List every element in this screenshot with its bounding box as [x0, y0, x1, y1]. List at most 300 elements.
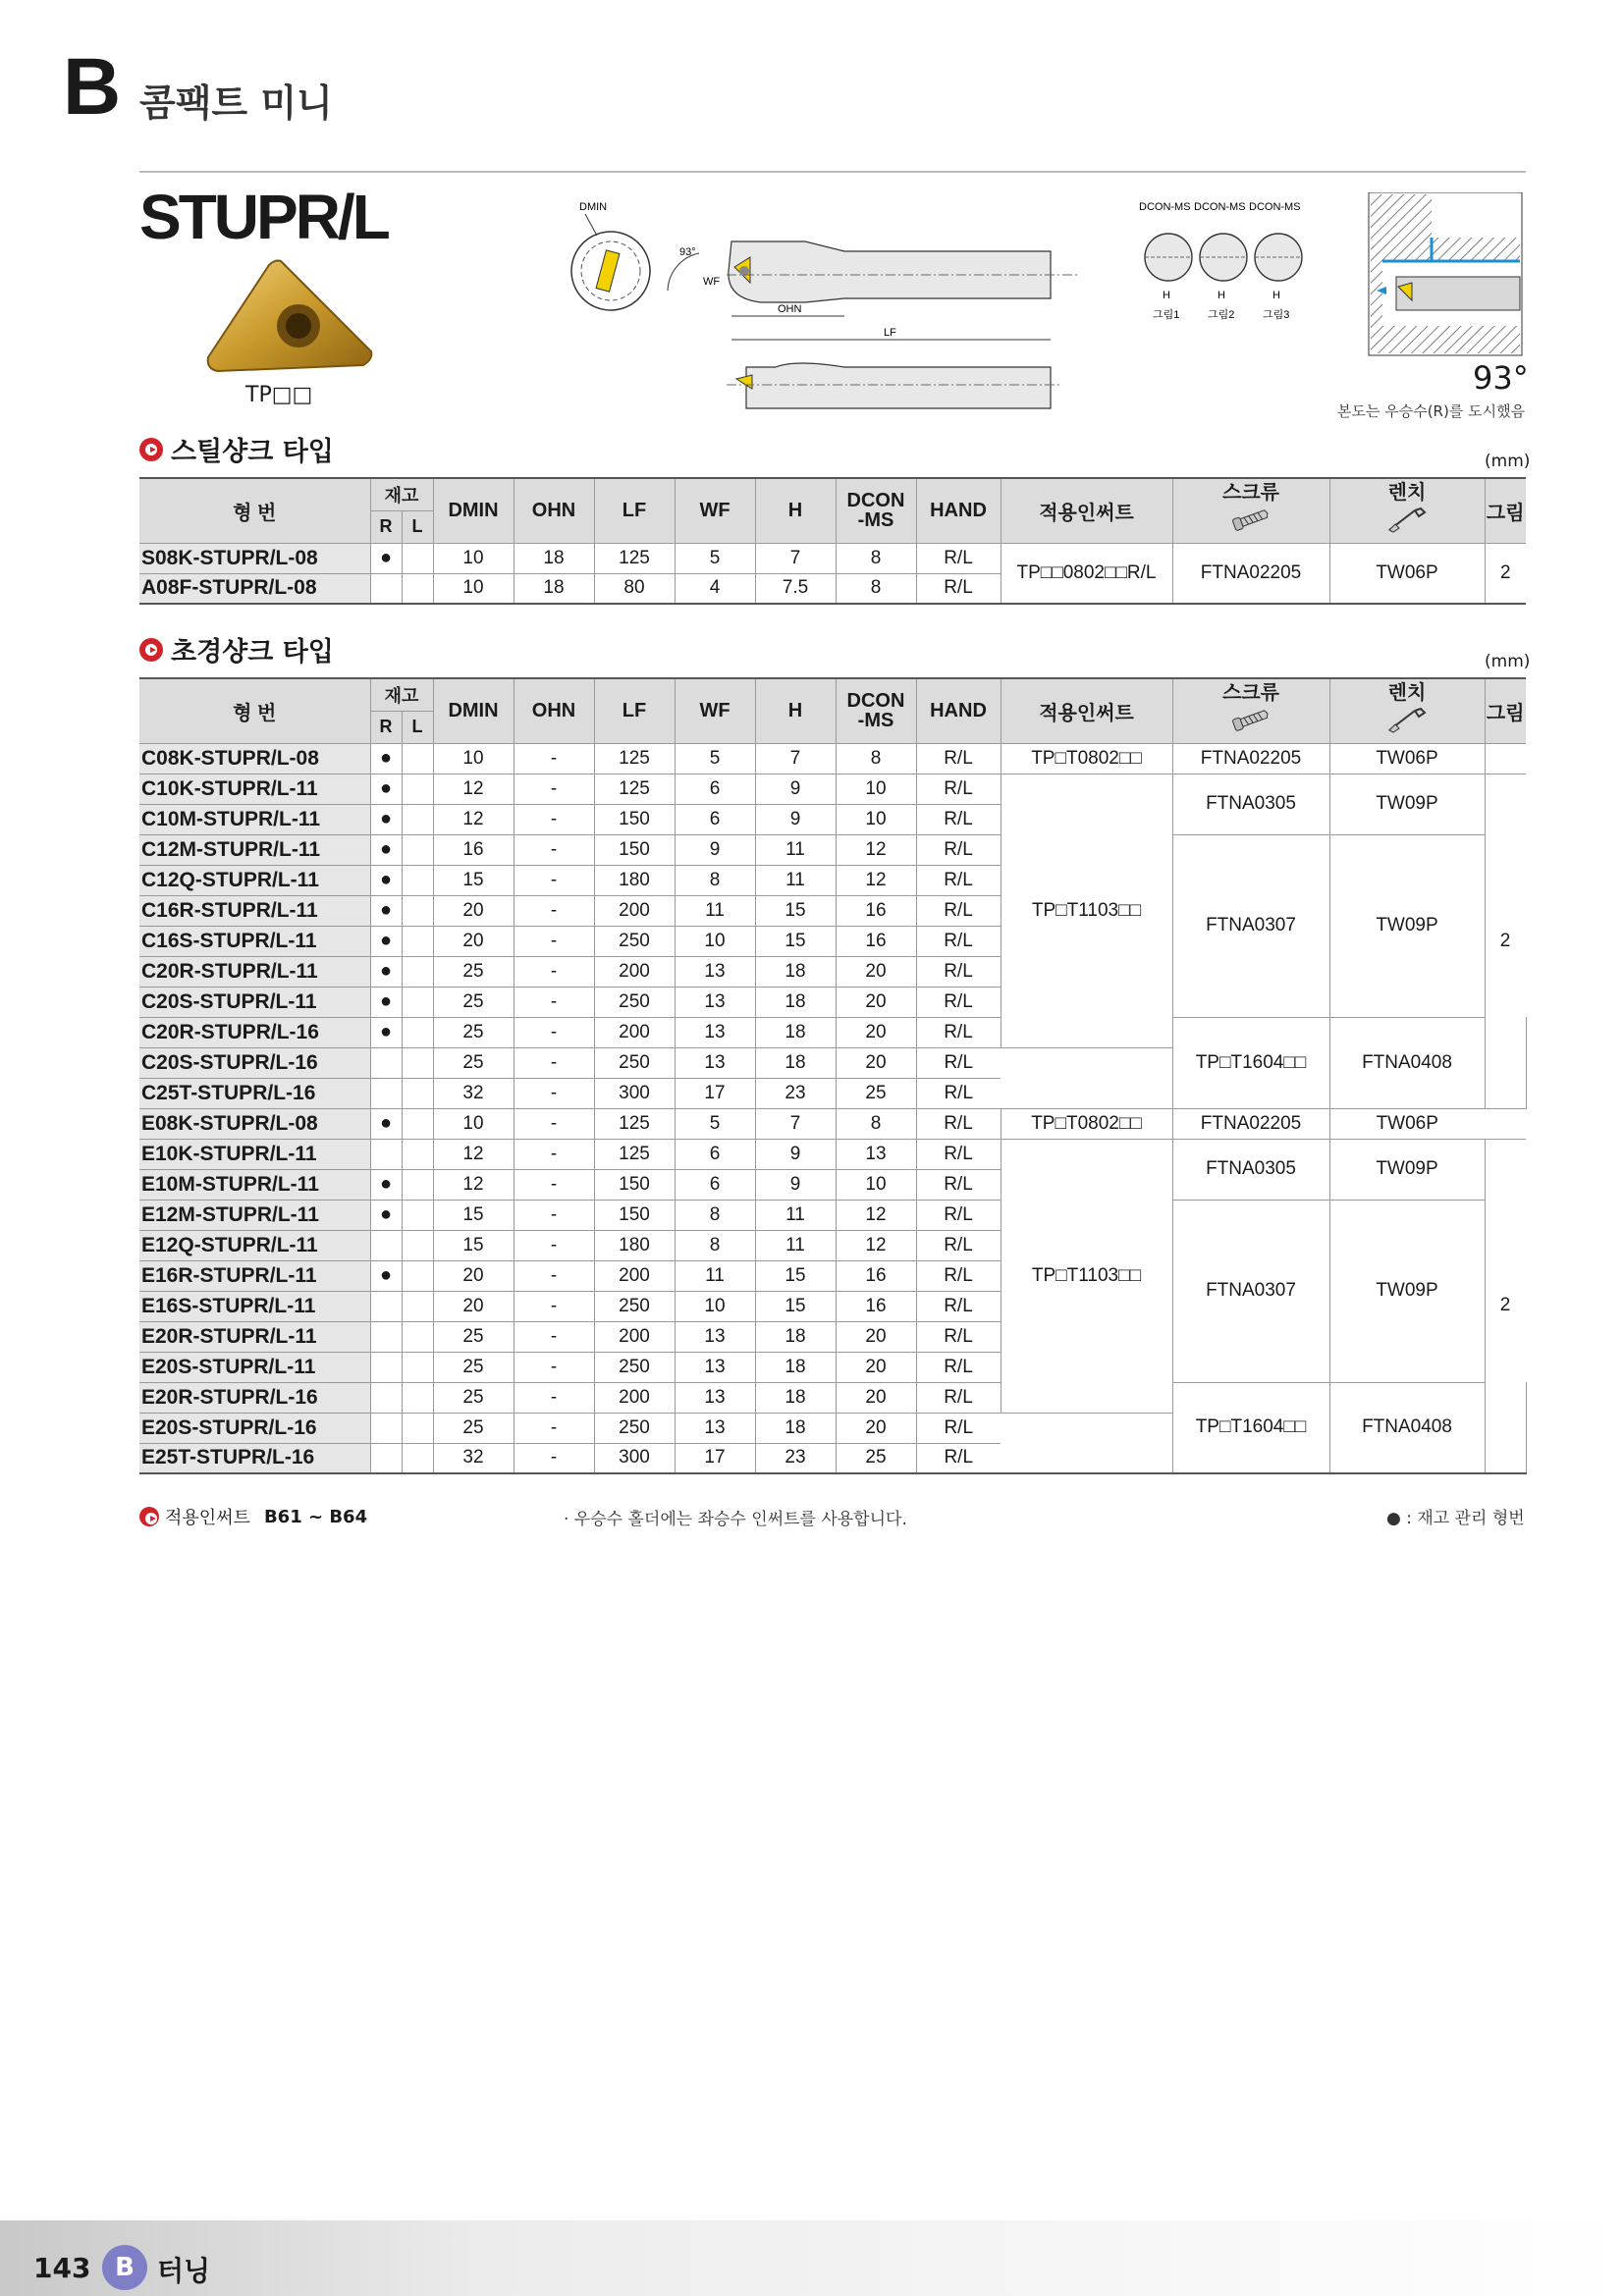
cell-wf: 11: [675, 1260, 755, 1291]
cell-r: ●: [370, 865, 402, 895]
col-lf: LF: [594, 478, 675, 543]
cell-screw: FTNA0305: [1172, 774, 1329, 834]
cell-hand: R/L: [916, 1260, 1001, 1291]
cell-h: 18: [755, 956, 836, 987]
workpiece-section: [1369, 192, 1522, 355]
section-views: [1139, 201, 1302, 321]
cell-h: 18: [755, 1321, 836, 1352]
cell-h: 7: [755, 1108, 836, 1139]
cell-dmin: 15: [433, 1230, 514, 1260]
cell-model: E10M-STUPR/L-11: [139, 1169, 370, 1200]
cell-h: 18: [755, 1047, 836, 1078]
cell-hand: R/L: [916, 926, 1001, 956]
cell-l: [402, 1139, 433, 1169]
cell-dcon: 8: [836, 1108, 916, 1139]
page-footer-band: [0, 2220, 1624, 2296]
cell-lf: 125: [594, 743, 675, 774]
cell-dcon: 20: [836, 1413, 916, 1443]
cell-lf: 250: [594, 1413, 675, 1443]
cell-r: ●: [370, 1169, 402, 1200]
cell-dmin: 25: [433, 1352, 514, 1382]
cell-dcon: 16: [836, 1260, 916, 1291]
cell-wf: 6: [675, 774, 755, 804]
cell-h: 11: [755, 834, 836, 865]
cell-lf: 200: [594, 1260, 675, 1291]
cell-screw: FTNA0408: [1329, 1017, 1485, 1108]
reference-pages: B61 ~ B64: [263, 1506, 368, 1527]
cell-dmin: 10: [433, 1108, 514, 1139]
cell-r: ●: [370, 1200, 402, 1230]
cell-model: C16S-STUPR/L-11: [139, 926, 370, 956]
cell-r: ●: [370, 895, 402, 926]
cell-h: 15: [755, 1291, 836, 1321]
cell-screw: FTNA0307: [1172, 1200, 1329, 1382]
cell-lf: 200: [594, 956, 675, 987]
cell-h: 15: [755, 926, 836, 956]
cell-wf: 17: [675, 1078, 755, 1108]
cell-hand: R/L: [916, 895, 1001, 926]
cell-dmin: 20: [433, 1260, 514, 1291]
steel-section-title: [139, 430, 334, 468]
cell-wf: 13: [675, 1413, 755, 1443]
svg-text:OHN: OHN: [778, 303, 802, 315]
wrench-icon: [1385, 705, 1429, 734]
cell-ohn: -: [514, 1139, 594, 1169]
cell-r: ●: [370, 1017, 402, 1047]
cell-dcon: 10: [836, 804, 916, 834]
cell-l: [402, 1047, 433, 1078]
cell-ohn: -: [514, 834, 594, 865]
cell-h: 7: [755, 743, 836, 774]
cell-l: [402, 1108, 433, 1139]
cell-r: ●: [370, 743, 402, 774]
cell-lf: 250: [594, 1352, 675, 1382]
col-wrench: 렌치: [1329, 478, 1485, 543]
cell-ohn: -: [514, 926, 594, 956]
cell-r: [370, 1352, 402, 1382]
cell-dmin: 15: [433, 865, 514, 895]
cell-wf: 13: [675, 1382, 755, 1413]
cell-ohn: -: [514, 1352, 594, 1382]
cell-hand: R/L: [916, 1108, 1001, 1139]
tool-top-view: [668, 241, 1080, 408]
col-wf: WF: [675, 478, 755, 543]
cell-r: ●: [370, 987, 402, 1017]
cell-l: [402, 1230, 433, 1260]
cell-dcon: 16: [836, 926, 916, 956]
cell-hand: R/L: [916, 1200, 1001, 1230]
cell-l: [402, 926, 433, 956]
table-row: A08F-STUPR/L-08 10 18 80 4 7.5 8 R/L: [139, 573, 1526, 604]
cell-ohn: -: [514, 987, 594, 1017]
cell-model: C12M-STUPR/L-11: [139, 834, 370, 865]
table-row: [139, 1139, 1526, 1169]
cell-r: ●: [370, 774, 402, 804]
top-rule: [139, 171, 1526, 173]
cell-l: [402, 956, 433, 987]
cell-ohn: -: [514, 1260, 594, 1291]
cell-wrench: TW09P: [1329, 1139, 1485, 1200]
cell-r: [370, 1078, 402, 1108]
cell-lf: 125: [594, 1108, 675, 1139]
cell-model: C25T-STUPR/L-16: [139, 1078, 370, 1108]
cell-l: [402, 774, 433, 804]
cell-r: [370, 1230, 402, 1260]
cell-wf: 11: [675, 895, 755, 926]
cell-fig: [1485, 743, 1526, 774]
angle-label: 93°: [1473, 359, 1529, 397]
cell-h: 15: [755, 1260, 836, 1291]
cell-wrench: TW09P: [1329, 1200, 1485, 1382]
cell-model: C20R-STUPR/L-16: [139, 1017, 370, 1047]
cell-h: 18: [755, 1352, 836, 1382]
cell-dcon: 12: [836, 834, 916, 865]
cell-hand: R/L: [916, 1078, 1001, 1108]
cell-l: [402, 743, 433, 774]
cell-hand: R/L: [916, 804, 1001, 834]
cell-l: [402, 804, 433, 834]
cell-lf: 180: [594, 1230, 675, 1260]
cell-dcon: 20: [836, 956, 916, 987]
cell-dcon: 12: [836, 1200, 916, 1230]
steel-wrench: TW06P: [1329, 543, 1485, 604]
cell-wrench: TW09P: [1329, 834, 1485, 1017]
svg-text:그림1: 그림1: [1153, 309, 1180, 321]
cell-r: [370, 1291, 402, 1321]
cell-r: ●: [370, 834, 402, 865]
cell-model: C10K-STUPR/L-11: [139, 774, 370, 804]
cell-r: ●: [370, 926, 402, 956]
cell-hand: R/L: [916, 1017, 1001, 1047]
steel-spec-table: [139, 477, 1526, 605]
cell-r: [370, 1382, 402, 1413]
insert-reference: 적용인써트 B61 ~ B64: [139, 1504, 367, 1529]
screw-icon: [1229, 705, 1272, 734]
cell-dcon: 20: [836, 1382, 916, 1413]
cell-lf: 200: [594, 1017, 675, 1047]
cell-ohn: -: [514, 1291, 594, 1321]
cell-insert: TP□T1604□□: [1172, 1017, 1329, 1108]
cell-wf: 5: [675, 743, 755, 774]
page-section: 터닝: [157, 2255, 211, 2287]
cell-wf: 9: [675, 834, 755, 865]
cell-ohn: -: [514, 1017, 594, 1047]
cell-dmin: 12: [433, 1139, 514, 1169]
cell-ohn: -: [514, 1413, 594, 1443]
usage-note: · 우승수 홀더에는 좌승수 인써트를 사용합니다.: [564, 1510, 907, 1529]
cell-model: C10M-STUPR/L-11: [139, 804, 370, 834]
col-dmin: DMIN: [433, 478, 514, 543]
carbide-table-body: [139, 743, 1526, 1473]
cell-insert: TP□T0802□□: [1001, 1108, 1172, 1139]
screw-icon: [1229, 505, 1272, 534]
cell-wrench: TW09P: [1329, 774, 1485, 834]
cell-l: [402, 834, 433, 865]
cell-ohn: -: [514, 865, 594, 895]
cell-ohn: -: [514, 1200, 594, 1230]
cell-hand: R/L: [916, 1352, 1001, 1382]
cell-ohn: -: [514, 743, 594, 774]
cell-l: [402, 987, 433, 1017]
cell-dcon: 20: [836, 1047, 916, 1078]
cell-wf: 10: [675, 1291, 755, 1321]
cell-dmin: 20: [433, 895, 514, 926]
cell-r: [370, 1443, 402, 1473]
cell-h: 15: [755, 895, 836, 926]
cell-dcon: 20: [836, 1352, 916, 1382]
cell-wf: 13: [675, 1352, 755, 1382]
cell-wf: 17: [675, 1443, 755, 1473]
stock-legend: ● : 재고 관리 형번: [1386, 1509, 1525, 1528]
cell-l: [402, 1260, 433, 1291]
cell-r: [370, 1047, 402, 1078]
cell-hand: R/L: [916, 1321, 1001, 1352]
cell-h: 9: [755, 804, 836, 834]
svg-text:그림2: 그림2: [1208, 309, 1235, 321]
cell-wf: 10: [675, 926, 755, 956]
cell-fig: 2: [1485, 1139, 1526, 1473]
cell-l: [402, 1321, 433, 1352]
cell-insert: TP□T1103□□: [1001, 1139, 1172, 1413]
dmin-label: DMIN: [579, 201, 608, 213]
cell-lf: 150: [594, 1169, 675, 1200]
cell-hand: R/L: [916, 1382, 1001, 1413]
page-number: 143: [33, 2252, 91, 2284]
svg-text:그림3: 그림3: [1263, 309, 1290, 321]
carbide-section-title: [139, 630, 334, 668]
col-fig: 그림: [1485, 478, 1526, 543]
cell-l: [402, 865, 433, 895]
cell-lf: 250: [594, 1047, 675, 1078]
cell-lf: 250: [594, 926, 675, 956]
page-badge: B: [102, 2245, 147, 2290]
cell-dmin: 10: [433, 743, 514, 774]
cell-hand: R/L: [916, 1047, 1001, 1078]
cell-lf: 125: [594, 774, 675, 804]
cell-model: E16R-STUPR/L-11: [139, 1260, 370, 1291]
svg-text:H: H: [1272, 290, 1280, 301]
cell-r: ●: [370, 1108, 402, 1139]
cell-model: E20R-STUPR/L-11: [139, 1321, 370, 1352]
cell-r: [370, 1139, 402, 1169]
carbide-unit: (mm): [1485, 652, 1531, 671]
cell-dmin: 25: [433, 1382, 514, 1413]
cell-r: [370, 1413, 402, 1443]
cell-dmin: 12: [433, 804, 514, 834]
cell-model: E12M-STUPR/L-11: [139, 1200, 370, 1230]
cell-lf: 200: [594, 895, 675, 926]
cell-dmin: 25: [433, 1413, 514, 1443]
cell-screw: FTNA02205: [1172, 1108, 1329, 1139]
cell-dcon: 20: [836, 1017, 916, 1047]
cell-dmin: 25: [433, 1017, 514, 1047]
cell-dcon: 10: [836, 1169, 916, 1200]
cell-l: [402, 1291, 433, 1321]
cell-h: 9: [755, 1169, 836, 1200]
cell-h: 18: [755, 1017, 836, 1047]
cell-dmin: 25: [433, 987, 514, 1017]
cell-h: 23: [755, 1078, 836, 1108]
cell-h: 9: [755, 774, 836, 804]
cell-lf: 125: [594, 1139, 675, 1169]
cell-wf: 13: [675, 1017, 755, 1047]
cell-ohn: -: [514, 1047, 594, 1078]
cell-dmin: 25: [433, 1047, 514, 1078]
cell-wf: 13: [675, 987, 755, 1017]
svg-text:H: H: [1218, 290, 1225, 301]
cell-l: [402, 1352, 433, 1382]
cell-r: ●: [370, 804, 402, 834]
cell-wrench: TW06P: [1329, 743, 1485, 774]
svg-text:DCON-MS: DCON-MS: [1249, 201, 1301, 213]
table-row: [139, 743, 1526, 774]
cell-screw: FTNA02205: [1172, 743, 1329, 774]
cell-wf: 6: [675, 1139, 755, 1169]
cell-model: E20S-STUPR/L-11: [139, 1352, 370, 1382]
steel-screw: FTNA02205: [1172, 543, 1329, 604]
cell-lf: 300: [594, 1443, 675, 1473]
cell-r: [370, 1321, 402, 1352]
cell-h: 18: [755, 1382, 836, 1413]
cell-dcon: 12: [836, 1230, 916, 1260]
cell-ohn: -: [514, 895, 594, 926]
cell-dmin: 12: [433, 1169, 514, 1200]
cell-hand: R/L: [916, 834, 1001, 865]
cell-wf: 13: [675, 1321, 755, 1352]
cell-ohn: -: [514, 1443, 594, 1473]
cell-dmin: 25: [433, 1321, 514, 1352]
cell-hand: R/L: [916, 1291, 1001, 1321]
cell-screw: FTNA0305: [1172, 1139, 1329, 1200]
cell-lf: 180: [594, 865, 675, 895]
col-ohn: OHN: [514, 478, 594, 543]
cell-wf: 8: [675, 1200, 755, 1230]
cell-hand: R/L: [916, 743, 1001, 774]
cell-lf: 150: [594, 804, 675, 834]
cell-wf: 8: [675, 865, 755, 895]
cell-model: E20R-STUPR/L-16: [139, 1382, 370, 1413]
cell-model: E25T-STUPR/L-16: [139, 1443, 370, 1473]
cell-ohn: -: [514, 804, 594, 834]
col-stock-l: L: [402, 510, 433, 543]
cell-dcon: 25: [836, 1078, 916, 1108]
product-title: STUPR/L: [139, 182, 388, 252]
cell-ohn: -: [514, 1321, 594, 1352]
cell-model: E12Q-STUPR/L-11: [139, 1230, 370, 1260]
cell-hand: R/L: [916, 1139, 1001, 1169]
cell-ohn: -: [514, 1230, 594, 1260]
svg-text:93°: 93°: [679, 246, 696, 258]
table-row: [139, 834, 1526, 865]
cell-wf: 6: [675, 804, 755, 834]
cell-dmin: 32: [433, 1443, 514, 1473]
cell-model: E10K-STUPR/L-11: [139, 1139, 370, 1169]
cell-lf: 150: [594, 834, 675, 865]
cell-screw: FTNA0307: [1172, 834, 1329, 1017]
steel-unit: (mm): [1485, 452, 1531, 471]
section-bullet-icon: [139, 638, 163, 662]
cell-h: 11: [755, 1200, 836, 1230]
cell-ohn: -: [514, 1382, 594, 1413]
col-stock: 재고: [370, 478, 433, 510]
dmin-view: [571, 201, 650, 310]
table-row: [139, 1017, 1526, 1047]
cell-lf: 200: [594, 1382, 675, 1413]
cell-wf: 8: [675, 1230, 755, 1260]
cell-dmin: 20: [433, 1291, 514, 1321]
cell-wrench: TW06P: [1329, 1108, 1485, 1139]
cell-l: [402, 1200, 433, 1230]
cell-hand: R/L: [916, 865, 1001, 895]
cell-h: 23: [755, 1443, 836, 1473]
col-screw: 스크류: [1172, 478, 1329, 543]
cell-hand: R/L: [916, 1230, 1001, 1260]
cell-dmin: 32: [433, 1078, 514, 1108]
cell-hand: R/L: [916, 774, 1001, 804]
reference-arrow-icon: [139, 1507, 159, 1526]
cell-hand: R/L: [916, 956, 1001, 987]
cell-l: [402, 1017, 433, 1047]
section-bullet-icon: [139, 438, 163, 461]
cell-l: [402, 1169, 433, 1200]
cell-dmin: 20: [433, 926, 514, 956]
chapter-letter: B: [63, 42, 122, 132]
cell-ohn: -: [514, 956, 594, 987]
cell-insert: TP□T1604□□: [1172, 1382, 1329, 1473]
cell-hand: R/L: [916, 987, 1001, 1017]
cell-model: C12Q-STUPR/L-11: [139, 865, 370, 895]
cell-hand: R/L: [916, 1413, 1001, 1443]
cell-model: E20S-STUPR/L-16: [139, 1413, 370, 1443]
carbide-title-text: 초경샹크 타입: [171, 637, 334, 667]
cell-ohn: -: [514, 1169, 594, 1200]
col-dcon: DCON -MS: [836, 478, 916, 543]
svg-text:H: H: [1163, 290, 1170, 301]
cell-model: C20S-STUPR/L-16: [139, 1047, 370, 1078]
cell-h: 18: [755, 1413, 836, 1443]
steel-insert: TP□□0802□□R/L: [1001, 543, 1172, 604]
cell-dmin: 25: [433, 956, 514, 987]
cell-l: [402, 1382, 433, 1413]
cell-l: [402, 1413, 433, 1443]
cell-h: 11: [755, 1230, 836, 1260]
cell-model: C08K-STUPR/L-08: [139, 743, 370, 774]
cell-h: 11: [755, 865, 836, 895]
figure-note: 본도는 우승수(R)를 도시했음: [1337, 402, 1526, 420]
steel-title-text: 스틸샹크 타입: [171, 437, 334, 467]
cell-model: E08K-STUPR/L-08: [139, 1108, 370, 1139]
steel-fig: 2: [1485, 543, 1526, 604]
cell-dmin: 16: [433, 834, 514, 865]
cell-dmin: 15: [433, 1200, 514, 1230]
cell-dcon: 12: [836, 865, 916, 895]
cell-dcon: 20: [836, 1321, 916, 1352]
cell-h: 18: [755, 987, 836, 1017]
insert-label: TP□□: [245, 383, 313, 407]
table-row: [139, 1382, 1526, 1413]
cell-ohn: -: [514, 1078, 594, 1108]
cell-dcon: 16: [836, 1291, 916, 1321]
cell-insert: TP□T0802□□: [1001, 743, 1172, 774]
cell-dcon: 20: [836, 987, 916, 1017]
cell-wf: 13: [675, 956, 755, 987]
table-row: S08K-STUPR/L-08 ● 10 18 125 5 7 8 R/L TP□□0802□□R/L FTNA02205 TW06P 2: [139, 543, 1526, 573]
wrench-icon: [1385, 505, 1429, 534]
cell-wf: 5: [675, 1108, 755, 1139]
table-row: [139, 774, 1526, 804]
cell-r: ●: [370, 956, 402, 987]
cell-model: C16R-STUPR/L-11: [139, 895, 370, 926]
